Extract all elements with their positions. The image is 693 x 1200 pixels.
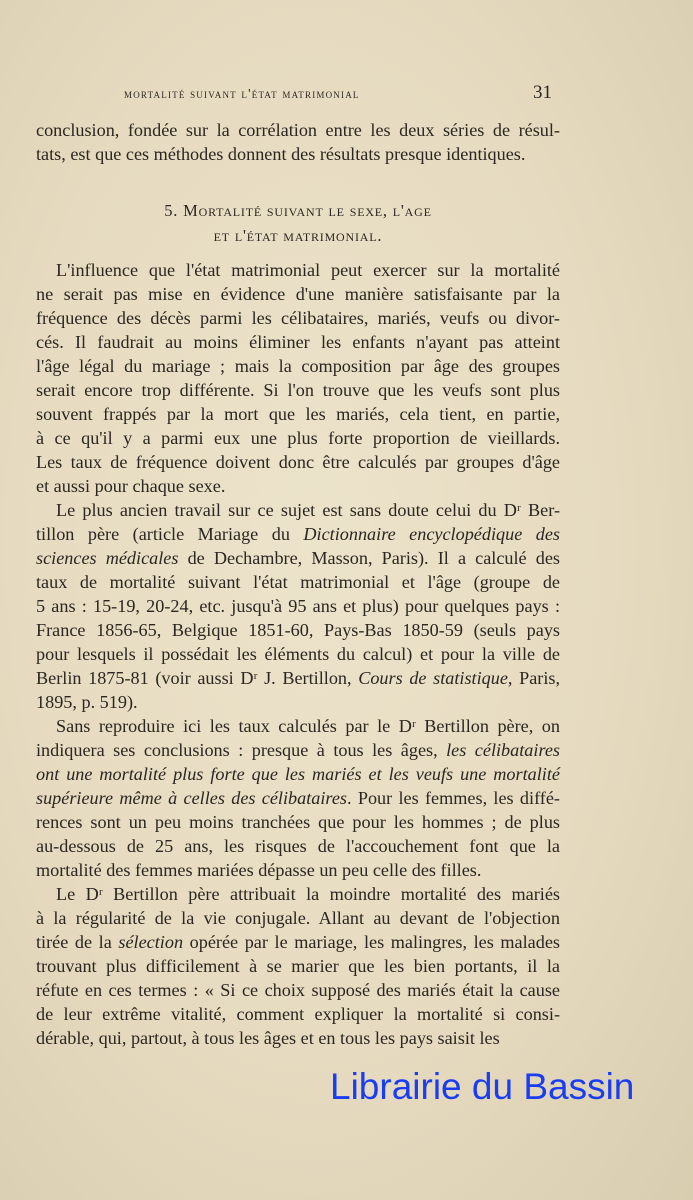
text-line [36,882,560,906]
italic-text: sciences médicales [36,548,179,568]
text-line [36,306,560,330]
text-line [36,282,560,306]
text-segment: L'influence que l'état matrimonial peut exercer sur la mortalité [56,260,560,280]
section-heading-line-1: 5. Mortalité suivant le sexe, l'age [164,201,432,220]
page-number: 31 [533,82,552,103]
text-line [36,522,560,546]
text-line [36,690,560,714]
text-segment: tats, est que ces méthodes donnent des résultats presque identiques. [36,144,526,164]
paragraph [36,714,560,882]
text-segment: à la régularité de la vie conjugale. Allant au devant de l'objection [36,908,560,928]
text-segment: France 1856-65, Belgique 1851-60, Pays-Bas 1850-59 (seuls pays [36,620,560,640]
text-line [36,546,560,570]
text-segment: Sans reproduire ici les taux calculés par le Dʳ Bertillon père, on [56,716,560,736]
text-line [36,474,560,498]
section-heading-line-2: et l'état matrimonial. [213,226,383,245]
section-heading [36,198,560,248]
text-segment: 1895, p. 519). [36,692,138,712]
italic-text: supérieure même à celles des célibataires [36,788,347,808]
italic-text: Cours de statistique [358,668,508,688]
text-line [36,642,560,666]
text-segment: dérable, qui, partout, à tous les âges et en tous les pays saisit les [36,1028,500,1048]
text-line [36,142,560,166]
text-line [36,1026,560,1050]
text-segment: réfute en ces termes : « Si ce choix supposé des mariés était la cause [36,980,560,1000]
text-segment: à ce qu'il y a parmi eux une plus forte proportion de vieillards. [36,428,560,448]
italic-text: ont une mortalité plus forte que les mariés et les veufs une mortalité [36,764,560,784]
text-segment: cés. Il faudrait au moins éliminer les enfants n'ayant pas atteint [36,332,560,352]
text-segment: l'âge légal du mariage ; mais la composition par âge des groupes [36,356,560,376]
text-line [36,930,560,954]
paragraph [36,498,560,714]
italic-text: Dictionnaire encyclopédique des [303,524,560,544]
text-line [36,498,560,522]
text-segment: Les taux de fréquence doivent donc être calculés par groupes d'âge [36,452,560,472]
text-segment: . Pour les femmes, les diffé- [346,788,560,808]
text-segment: trouvant plus difficilement à se marier que les bien portants, il la [36,956,560,976]
text-segment: souvent frappés par la mort que les mariés, cela tient, en partie, [36,404,560,424]
text-segment: serait encore trop différente. Si l'on trouve que les veufs sont plus [36,380,560,400]
text-line [36,118,560,142]
text-line [36,786,560,810]
text-segment: opérée par le mariage, les malingres, les malades [183,932,560,952]
text-line [36,978,560,1002]
paragraph [36,882,560,1050]
intro-paragraph [36,118,560,166]
text-segment: taux de mortalité suivant l'état matrimonial et l'âge (groupe de [36,572,560,592]
text-segment: tirée de la [36,932,119,952]
running-title: mortalité suivant l'état matrimonial [124,86,360,101]
text-segment: rences sont un peu moins tranchées que pour les hommes ; de plus [36,812,560,832]
text-line [36,378,560,402]
text-line [36,810,560,834]
text-line [36,834,560,858]
text-line [36,906,560,930]
paragraph [36,258,560,498]
text-segment: pour lesquels il possédait les éléments du calcul) et pour la ville de [36,644,560,664]
text-segment: conclusion, fondée sur la corrélation entre les deux séries de résul- [36,120,560,140]
text-segment: indiquera ses conclusions : presque à tous les âges, [36,740,447,760]
text-segment: de Dechambre, Masson, Paris). Il a calculé des [178,548,560,568]
text-line [36,594,560,618]
text-line [36,618,560,642]
text-line [36,354,560,378]
text-segment: ne serait pas mise en évidence d'une manière satisfaisante par la [36,284,560,304]
text-segment: mortalité des femmes mariées dépasse un peu celle des filles. [36,860,482,880]
text-segment: , Paris, [507,668,561,688]
body-text [36,258,560,1050]
text-line [36,258,560,282]
text-segment: Le Dʳ Bertillon père attribuait la moindre mortalité des mariés [56,884,560,904]
text-segment: de leur extrême vitalité, comment expliquer la mortalité si consi- [36,1004,560,1024]
text-segment: Le plus ancien travail sur ce sujet est sans doute celui du Dʳ Ber- [56,500,560,520]
text-line [36,402,560,426]
text-line [36,666,560,690]
text-segment: fréquence des décès parmi les célibataires, mariés, veufs ou divor- [36,308,560,328]
watermark-logo: Librairie du Bassin [330,1066,635,1107]
italic-text: les célibataires [446,740,560,760]
text-line [36,954,560,978]
text-segment: Berlin 1875-81 (voir aussi Dʳ J. Bertillon, [36,668,359,688]
text-line [36,450,560,474]
text-line [36,426,560,450]
italic-text: sélection [118,932,184,952]
text-line [36,762,560,786]
text-line [36,570,560,594]
text-line [36,330,560,354]
text-line [36,714,560,738]
text-segment: au-dessous de 25 ans, les risques de l'accouchement font que la [36,836,560,856]
text-segment: et aussi pour chaque sexe. [36,476,226,496]
text-line [36,858,560,882]
text-line [36,738,560,762]
text-segment: tillon père (article Mariage du [36,524,304,544]
text-segment: 5 ans : 15-19, 20-24, etc. jusqu'à 95 ans et plus) pour quelques pays : [36,596,560,616]
text-line [36,1002,560,1026]
